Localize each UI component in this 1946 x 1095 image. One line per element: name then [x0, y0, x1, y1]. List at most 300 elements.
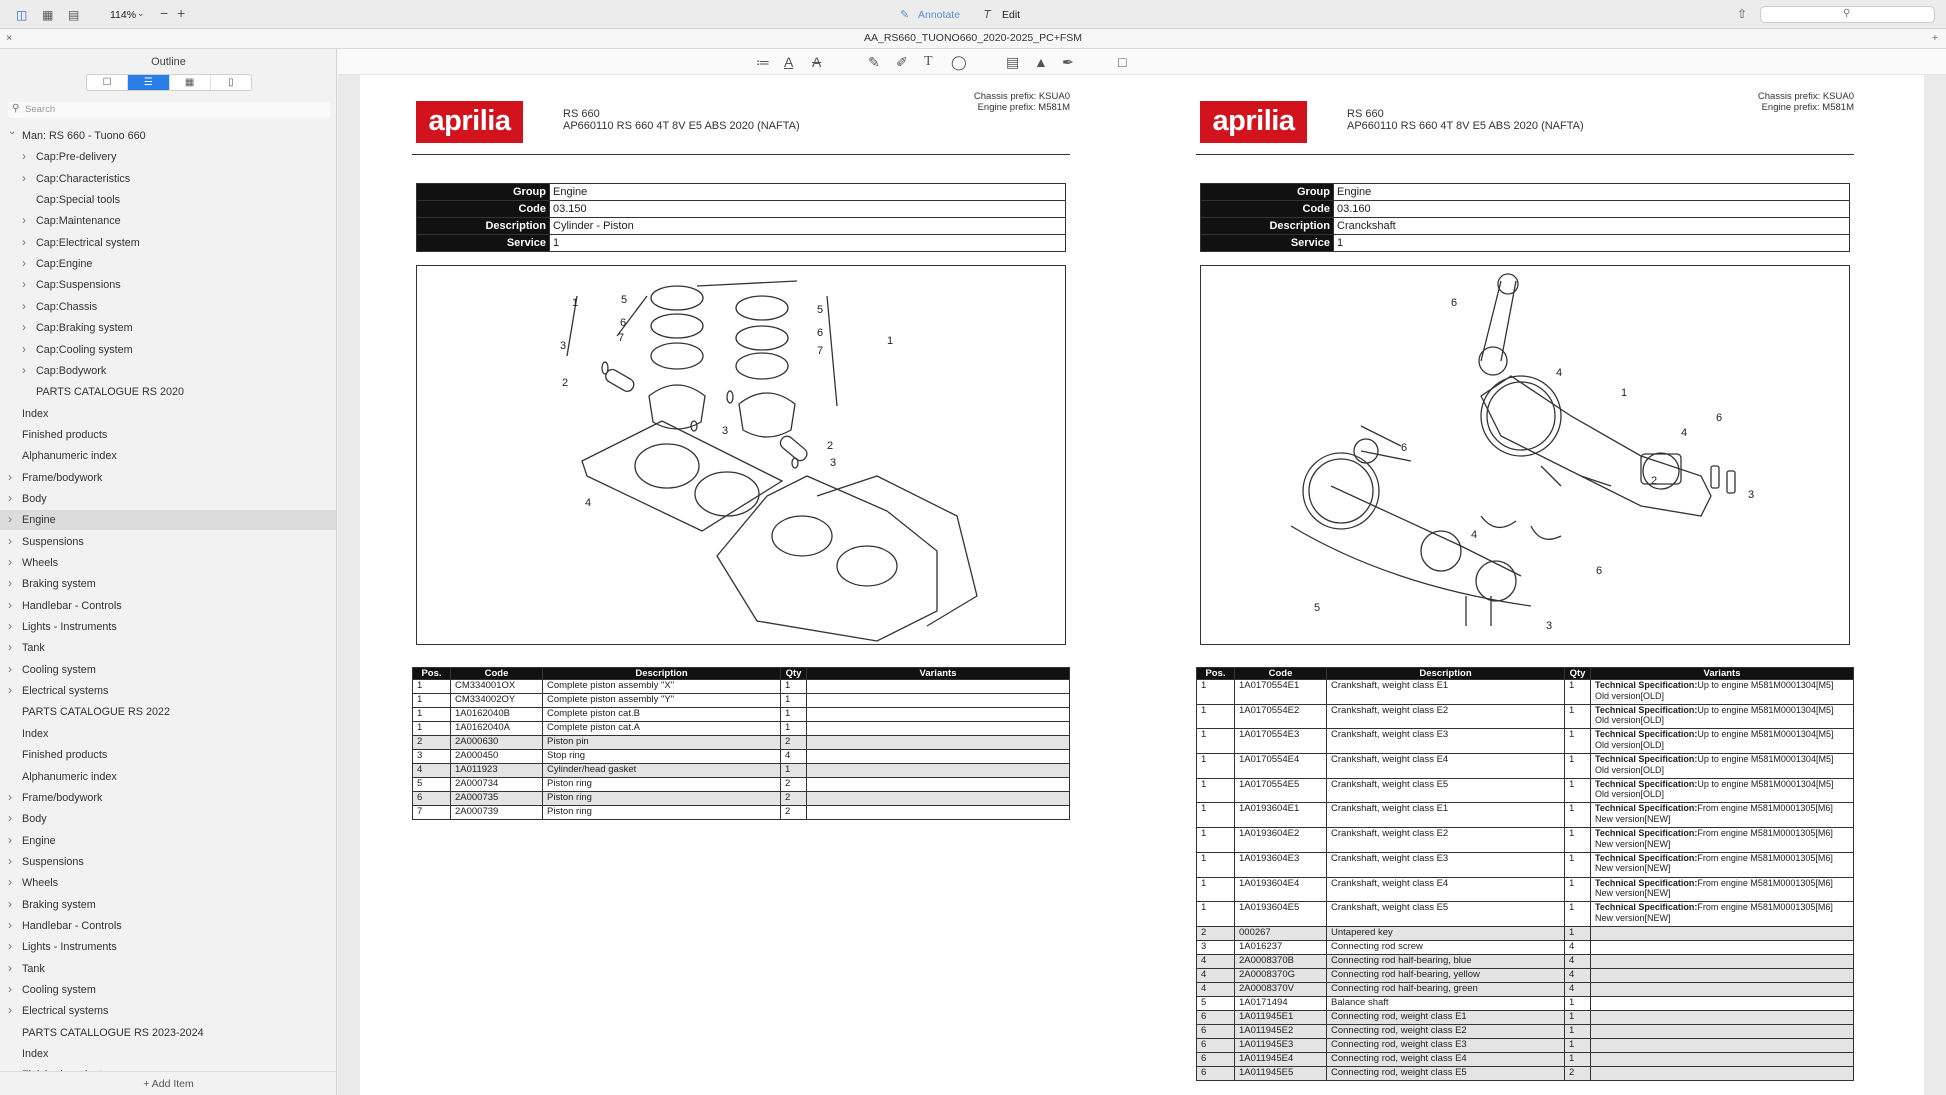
- cell-qty: 1: [1565, 996, 1591, 1010]
- variant-spec-label: Technical Specification:: [1595, 902, 1698, 913]
- variant-version: Old version[OLD]: [1595, 764, 1665, 775]
- outline-item-label: PARTS CATALOGUE RS 2020: [36, 386, 185, 399]
- search-icon: ⚲: [12, 103, 20, 114]
- document-title[interactable]: AA_RS660_TUONO660_2020-2025_PC+FSM: [864, 32, 1082, 44]
- description-value: Cylinder - Piston: [550, 218, 1066, 235]
- cell-description: Connecting rod screw: [1327, 940, 1565, 954]
- cell-pos: 7: [413, 806, 451, 820]
- cell-variants: [1591, 828, 1854, 853]
- cell-pos: 1: [1197, 778, 1235, 803]
- outline-item-label: Braking system: [22, 898, 96, 911]
- crop-icon[interactable]: □: [1118, 54, 1127, 70]
- outline-item[interactable]: [0, 147, 336, 167]
- variant-spec-value: From engine M581M0001305[M6]: [1697, 852, 1833, 863]
- code-label: Code: [417, 201, 550, 218]
- cell-description: Complete piston assembly "X": [543, 680, 781, 694]
- cell-description: Connecting rod, weight class E5: [1327, 1066, 1565, 1080]
- cell-pos: 4: [1197, 982, 1235, 996]
- outline-item[interactable]: [0, 489, 336, 509]
- outline-item[interactable]: [0, 873, 336, 893]
- cell-variants: [1591, 729, 1854, 754]
- callout-4a: 4: [1556, 367, 1563, 379]
- cell-pos: 1: [1197, 877, 1235, 902]
- info-table: [1200, 183, 1850, 252]
- text-cursor-icon: 𝘛: [984, 9, 991, 21]
- cell-qty: 1: [1565, 1024, 1591, 1038]
- table-row: [1197, 877, 1854, 902]
- cell-pos: 4: [1197, 968, 1235, 982]
- chevron-right-icon[interactable]: ›: [22, 362, 26, 377]
- col-pos: Pos.: [1197, 668, 1235, 680]
- variant-spec-label: Technical Specification:: [1595, 680, 1698, 690]
- outline-item[interactable]: [0, 617, 336, 637]
- cell-code: 1A0193604E2: [1235, 828, 1327, 853]
- outline-item[interactable]: [0, 596, 336, 616]
- cell-variants: [1591, 1024, 1854, 1038]
- cell-code: CM334001OX: [451, 680, 543, 694]
- cell-variants: [1591, 982, 1854, 996]
- cell-description: Crankshaft, weight class E4: [1327, 877, 1565, 902]
- outline-item[interactable]: [0, 468, 336, 488]
- variant-version: Old version[OLD]: [1595, 715, 1665, 726]
- underline-icon[interactable]: A: [784, 54, 794, 70]
- cell-description: Crankshaft, weight class E2: [1327, 828, 1565, 853]
- cell-code: 1A011945E5: [1235, 1066, 1327, 1080]
- callout-3c: 3: [722, 425, 729, 437]
- cell-qty: 2: [781, 806, 807, 820]
- col-qty: Qty: [1565, 668, 1591, 680]
- outline-item[interactable]: [0, 233, 336, 253]
- new-tab-icon[interactable]: +: [1931, 32, 1938, 44]
- chassis-prefix: Chassis prefix: KSUA0: [973, 91, 1070, 102]
- edit-button[interactable]: Edit: [1002, 9, 1021, 21]
- outline-item[interactable]: [0, 852, 336, 872]
- outline-item[interactable]: [0, 916, 336, 936]
- chevron-right-icon[interactable]: ›: [22, 170, 26, 185]
- cell-pos: 3: [1197, 940, 1235, 954]
- model-description: AP660110 RS 660 4T 8V E5 ABS 2020 (NAFTA): [1347, 120, 1584, 132]
- outline-sidebar: [0, 49, 337, 1095]
- cell-pos: 4: [1197, 954, 1235, 968]
- outline-item[interactable]: [0, 361, 336, 381]
- annotate-button[interactable]: Annotate: [918, 9, 961, 21]
- outline-item-label: Cap:Braking system: [36, 322, 133, 335]
- header-divider: [412, 154, 1070, 155]
- variant-spec-label: Technical Specification:: [1595, 778, 1698, 789]
- table-row: [413, 806, 1070, 820]
- cell-description: Stop ring: [543, 750, 781, 764]
- outline-item[interactable]: [0, 211, 336, 231]
- outline-item[interactable]: [0, 638, 336, 658]
- outline-item[interactable]: [0, 553, 336, 573]
- cell-variants: [1591, 902, 1854, 927]
- outline-item[interactable]: [0, 809, 336, 829]
- table-row: [413, 680, 1070, 694]
- shapes-icon[interactable]: ◯: [951, 54, 967, 70]
- chevron-right-icon[interactable]: ›: [8, 939, 12, 954]
- zoom-level[interactable]: 114%: [110, 9, 137, 21]
- callout-6d: 6: [1596, 565, 1603, 577]
- cell-variants: [807, 750, 1070, 764]
- cell-pos: 1: [1197, 902, 1235, 927]
- crankshaft-drawing: [1201, 266, 1851, 646]
- cell-qty: 1: [1565, 877, 1591, 902]
- close-tab-icon[interactable]: ×: [6, 32, 13, 44]
- group-value: Engine: [550, 184, 1066, 201]
- outline-item-label: Cap:Cooling system: [36, 343, 133, 356]
- outline-item[interactable]: [0, 404, 336, 424]
- outline-item-label: Cap:Chassis: [36, 300, 98, 313]
- outline-item[interactable]: [0, 382, 336, 402]
- outline-item[interactable]: [0, 446, 336, 466]
- cell-pos: 6: [1197, 1052, 1235, 1066]
- cell-description: Connecting rod half-bearing, green: [1327, 982, 1565, 996]
- cell-description: Connecting rod, weight class E3: [1327, 1038, 1565, 1052]
- document-view: [338, 49, 1946, 1095]
- outline-item[interactable]: [0, 702, 336, 722]
- sidebar-mode-segments: [86, 74, 252, 91]
- chevron-right-icon[interactable]: ›: [22, 149, 26, 164]
- chevron-right-icon[interactable]: ›: [8, 917, 12, 932]
- outline-item[interactable]: [0, 1001, 336, 1021]
- variant-spec-label: Technical Specification:: [1595, 729, 1698, 740]
- cell-pos: 6: [1197, 1010, 1235, 1024]
- cell-variants: [1591, 1010, 1854, 1024]
- cell-pos: 2: [1197, 926, 1235, 940]
- outline-item[interactable]: [0, 831, 336, 851]
- outline-item-label: Engine: [22, 514, 56, 527]
- outline-item[interactable]: [0, 980, 336, 1000]
- chevron-right-icon[interactable]: ›: [22, 234, 26, 249]
- chevron-right-icon[interactable]: ›: [8, 982, 12, 996]
- chevron-down-icon[interactable]: ⌄: [8, 126, 17, 137]
- chevron-right-icon[interactable]: ›: [8, 960, 12, 975]
- highlighter-icon[interactable]: ✐: [896, 54, 908, 70]
- table-row: [413, 778, 1070, 792]
- outline-item-label: Index: [22, 727, 49, 740]
- chevron-right-icon[interactable]: ›: [8, 853, 12, 868]
- variant-spec-label: Technical Specification:: [1595, 754, 1698, 765]
- chevron-right-icon[interactable]: ›: [22, 213, 26, 228]
- outline-item[interactable]: [0, 254, 336, 274]
- cell-code: 1A0193604E4: [1235, 877, 1327, 902]
- outline-item[interactable]: [0, 126, 336, 146]
- cell-description: Complete piston cat.B: [543, 708, 781, 722]
- cell-variants: [1591, 1066, 1854, 1080]
- cell-variants: [807, 764, 1070, 778]
- callout-2b: 2: [827, 440, 834, 452]
- cell-description: Connecting rod, weight class E1: [1327, 1010, 1565, 1024]
- comment-icon[interactable]: ▤: [1006, 54, 1020, 70]
- outline-item[interactable]: [0, 318, 336, 338]
- outline-item[interactable]: [0, 425, 336, 445]
- group-label: Group: [1201, 184, 1334, 201]
- aprilia-logo: aprilia: [1200, 101, 1307, 143]
- cell-qty: 2: [1565, 1066, 1591, 1080]
- info-table: [416, 183, 1066, 252]
- text-tool-icon[interactable]: T: [924, 54, 933, 69]
- table-row: [413, 722, 1070, 736]
- callout-2: 2: [1651, 475, 1658, 487]
- chevron-right-icon[interactable]: ›: [8, 576, 12, 591]
- chevron-right-icon[interactable]: ›: [8, 619, 12, 634]
- chevron-right-icon[interactable]: ›: [8, 512, 12, 527]
- cell-pos: 1: [1197, 680, 1235, 705]
- variant-spec-value: From engine M581M0001305[M6]: [1697, 803, 1833, 814]
- cell-description: Crankshaft, weight class E4: [1327, 754, 1565, 779]
- chevron-right-icon[interactable]: ›: [8, 683, 12, 698]
- page-layout-icon[interactable]: ▤: [68, 8, 80, 22]
- chevron-right-icon[interactable]: ›: [8, 832, 12, 847]
- cell-variants: [807, 736, 1070, 750]
- outline-item[interactable]: [0, 340, 336, 360]
- code-value: 03.160: [1334, 201, 1850, 218]
- cell-description: Crankshaft, weight class E5: [1327, 902, 1565, 927]
- grid-view-icon[interactable]: ▦: [42, 8, 54, 22]
- col-code: Code: [451, 668, 543, 680]
- chassis-prefix: Chassis prefix: KSUA0: [1757, 91, 1854, 102]
- catalog-page-1: [360, 75, 1120, 1095]
- outline-item[interactable]: [0, 275, 336, 295]
- outline-item-label: Electrical systems: [22, 685, 109, 698]
- chevron-right-icon[interactable]: ›: [22, 341, 26, 356]
- table-row: [1197, 1024, 1854, 1038]
- cell-code: 1A016237: [1235, 940, 1327, 954]
- add-item-button[interactable]: + Add Item: [0, 1071, 337, 1095]
- parts-table: [1196, 667, 1854, 1081]
- outline-item-label: Finished products: [22, 428, 108, 441]
- cell-description: Piston pin: [543, 736, 781, 750]
- cell-pos: 6: [1197, 1024, 1235, 1038]
- cell-qty: 2: [781, 736, 807, 750]
- outline-item[interactable]: [0, 681, 336, 701]
- cell-qty: 1: [1565, 852, 1591, 877]
- outline-item[interactable]: [0, 297, 336, 317]
- chevron-right-icon[interactable]: ›: [22, 298, 26, 313]
- pen-icon[interactable]: ✎: [868, 54, 880, 70]
- chevron-right-icon[interactable]: ›: [8, 896, 12, 911]
- callout-2a: 2: [562, 377, 569, 389]
- cell-pos: 1: [413, 722, 451, 736]
- cell-variants: [807, 722, 1070, 736]
- cell-pos: 4: [413, 764, 451, 778]
- cell-variants: [1591, 754, 1854, 779]
- chevron-right-icon[interactable]: ›: [8, 533, 12, 548]
- cell-code: 2A000450: [451, 750, 543, 764]
- share-icon[interactable]: ⇧: [1737, 7, 1748, 21]
- chevron-right-icon[interactable]: ›: [8, 490, 12, 505]
- callout-5a: 5: [621, 294, 628, 306]
- cell-code: 000267: [1235, 926, 1327, 940]
- table-row: [1197, 968, 1854, 982]
- variant-spec-value: Up to engine M581M0001304[M5]: [1697, 754, 1834, 765]
- cell-code: 1A0170554E3: [1235, 729, 1327, 754]
- callout-4b: 4: [1681, 427, 1688, 439]
- cell-qty: 1: [1565, 926, 1591, 940]
- table-row: [1197, 940, 1854, 954]
- chevron-right-icon[interactable]: ›: [8, 789, 12, 804]
- callout-1a: 1: [572, 297, 579, 309]
- cell-variants: [1591, 680, 1854, 705]
- outline-item[interactable]: [0, 767, 336, 787]
- text-style-icon[interactable]: ≔: [756, 54, 770, 70]
- cell-description: Balance shaft: [1327, 996, 1565, 1010]
- aprilia-logo: aprilia: [416, 101, 523, 143]
- outline-item[interactable]: [0, 574, 336, 594]
- sidebar-toggle-icon[interactable]: ◫: [16, 8, 28, 22]
- cell-variants: [807, 708, 1070, 722]
- cell-description: Cylinder/head gasket: [543, 764, 781, 778]
- cell-qty: 4: [1565, 968, 1591, 982]
- outline-item-label: Cooling system: [22, 984, 96, 996]
- col-variants: Variants: [1591, 668, 1854, 680]
- cell-qty: 1: [1565, 680, 1591, 705]
- document-tab-bar: [0, 29, 1946, 49]
- outline-item[interactable]: [0, 510, 336, 530]
- outline-item-label: Tank: [22, 962, 45, 975]
- cell-code: 1A0170554E5: [1235, 778, 1327, 803]
- callout-5b: 5: [817, 304, 824, 316]
- signature-icon[interactable]: ✒: [1062, 54, 1074, 70]
- cell-pos: 1: [1197, 803, 1235, 828]
- chevron-right-icon[interactable]: ›: [8, 1003, 12, 1018]
- page-gutter-right: [1924, 75, 1946, 1095]
- outline-item[interactable]: [0, 724, 336, 744]
- callout-3a: 3: [1748, 489, 1755, 501]
- chevron-right-icon[interactable]: ›: [22, 256, 26, 271]
- search-field[interactable]: [1760, 6, 1935, 23]
- cell-description: Crankshaft, weight class E3: [1327, 729, 1565, 754]
- cell-variants: [1591, 1052, 1854, 1066]
- zoom-chevron-icon[interactable]: ⌄: [137, 8, 145, 18]
- callout-7b: 7: [817, 345, 824, 357]
- cell-pos: 1: [1197, 852, 1235, 877]
- outline-item-label: Electrical systems: [22, 1005, 109, 1018]
- chevron-right-icon[interactable]: ›: [22, 320, 26, 335]
- cell-variants: [1591, 704, 1854, 729]
- outline-item-label: Alphanumeric index: [22, 770, 117, 783]
- cell-code: 1A0170554E2: [1235, 704, 1327, 729]
- outline-item[interactable]: [0, 660, 336, 680]
- cell-pos: 1: [1197, 828, 1235, 853]
- stamp-icon[interactable]: ▲: [1034, 54, 1048, 70]
- outline-item[interactable]: [0, 169, 336, 189]
- outline-item-label: Cap:Bodywork: [36, 364, 107, 377]
- outline-item-label: PARTS CATALOGUE RS 2022: [22, 706, 171, 719]
- variant-version: Old version[OLD]: [1595, 739, 1665, 750]
- cell-variants: [1591, 996, 1854, 1010]
- col-code: Code: [1235, 668, 1327, 680]
- cell-description: Untapered key: [1327, 926, 1565, 940]
- chevron-right-icon[interactable]: ›: [8, 597, 12, 612]
- cell-pos: 6: [1197, 1038, 1235, 1052]
- cell-description: Crankshaft, weight class E5: [1327, 778, 1565, 803]
- cell-pos: 5: [1197, 996, 1235, 1010]
- variant-spec-value: Up to engine M581M0001304[M5]: [1697, 778, 1834, 789]
- outline-list-icon[interactable]: ☰: [128, 75, 168, 90]
- cell-code: 1A011945E2: [1235, 1024, 1327, 1038]
- outline-item[interactable]: [0, 190, 336, 210]
- chevron-right-icon[interactable]: ›: [22, 277, 26, 292]
- outline-item[interactable]: [0, 745, 336, 765]
- page-thumbnail-icon[interactable]: ▯: [210, 75, 251, 90]
- cell-pos: 1: [413, 694, 451, 708]
- callout-3b: 3: [1546, 620, 1553, 632]
- callout-3b: 3: [830, 457, 837, 469]
- bookmark-icon[interactable]: ☐: [87, 75, 128, 90]
- zoom-in-icon[interactable]: +: [177, 5, 186, 21]
- chevron-right-icon[interactable]: ›: [8, 875, 12, 890]
- engine-prefix: Engine prefix: M581M: [1761, 102, 1854, 113]
- cell-qty: 1: [1565, 828, 1591, 853]
- chevron-right-icon[interactable]: ›: [8, 661, 12, 676]
- table-row: [1197, 828, 1854, 853]
- outline-item[interactable]: [0, 788, 336, 808]
- cylinder-piston-drawing: [417, 266, 1067, 646]
- cell-pos: 1: [413, 680, 451, 694]
- cell-variants: [1591, 778, 1854, 803]
- cell-description: Piston ring: [543, 806, 781, 820]
- cell-variants: [1591, 877, 1854, 902]
- outline-item[interactable]: [0, 1044, 336, 1064]
- outline-item[interactable]: [0, 1023, 336, 1043]
- annotations-icon[interactable]: ▦: [169, 75, 210, 90]
- header-divider: [1196, 154, 1854, 155]
- outline-item-label: Index: [22, 1048, 49, 1061]
- cell-description: Piston ring: [543, 792, 781, 806]
- variant-version: Old version[OLD]: [1595, 690, 1665, 701]
- cell-variants: [1591, 1038, 1854, 1052]
- outline-item-label: Body: [22, 813, 47, 826]
- chevron-right-icon[interactable]: ›: [8, 469, 12, 484]
- cell-code: 1A011923: [451, 764, 543, 778]
- chevron-right-icon[interactable]: ›: [8, 640, 12, 655]
- variant-version: New version[NEW]: [1595, 838, 1671, 849]
- cell-description: Connecting rod, weight class E2: [1327, 1024, 1565, 1038]
- strikethrough-icon[interactable]: A: [812, 54, 822, 70]
- outline-item-label: Body: [22, 492, 47, 505]
- code-label: Code: [1201, 201, 1334, 218]
- cell-qty: 4: [1565, 954, 1591, 968]
- table-row: [1197, 1010, 1854, 1024]
- cell-variants: [1591, 940, 1854, 954]
- outline-item-label: Suspensions: [22, 535, 84, 548]
- outline-item-label: Lights - Instruments: [22, 941, 117, 954]
- outline-item[interactable]: [0, 532, 336, 552]
- table-row: [1197, 982, 1854, 996]
- outline-item[interactable]: [0, 959, 336, 979]
- cell-variants: [807, 694, 1070, 708]
- cell-code: 1A0193604E5: [1235, 902, 1327, 927]
- outline-item[interactable]: [0, 895, 336, 915]
- table-row: [1197, 704, 1854, 729]
- chevron-right-icon[interactable]: ›: [8, 555, 12, 569]
- zoom-out-icon[interactable]: −: [160, 5, 169, 21]
- exploded-diagram-cylinder-piston: [416, 265, 1066, 645]
- cell-qty: 1: [1565, 754, 1591, 779]
- outline-item[interactable]: [0, 937, 336, 957]
- parts-table: [412, 667, 1070, 820]
- outline-search-input[interactable]: [8, 102, 330, 118]
- cell-code: 2A0008370G: [1235, 968, 1327, 982]
- chevron-right-icon[interactable]: ›: [8, 811, 12, 826]
- outline-item-label: Lights - Instruments: [22, 621, 117, 634]
- cell-description: Connecting rod half-bearing, yellow: [1327, 968, 1565, 982]
- variant-spec-label: Technical Specification:: [1595, 704, 1698, 715]
- sidebar-title: Outline: [151, 56, 186, 68]
- search-icon: ⚲: [1843, 8, 1851, 19]
- cell-variants: [807, 778, 1070, 792]
